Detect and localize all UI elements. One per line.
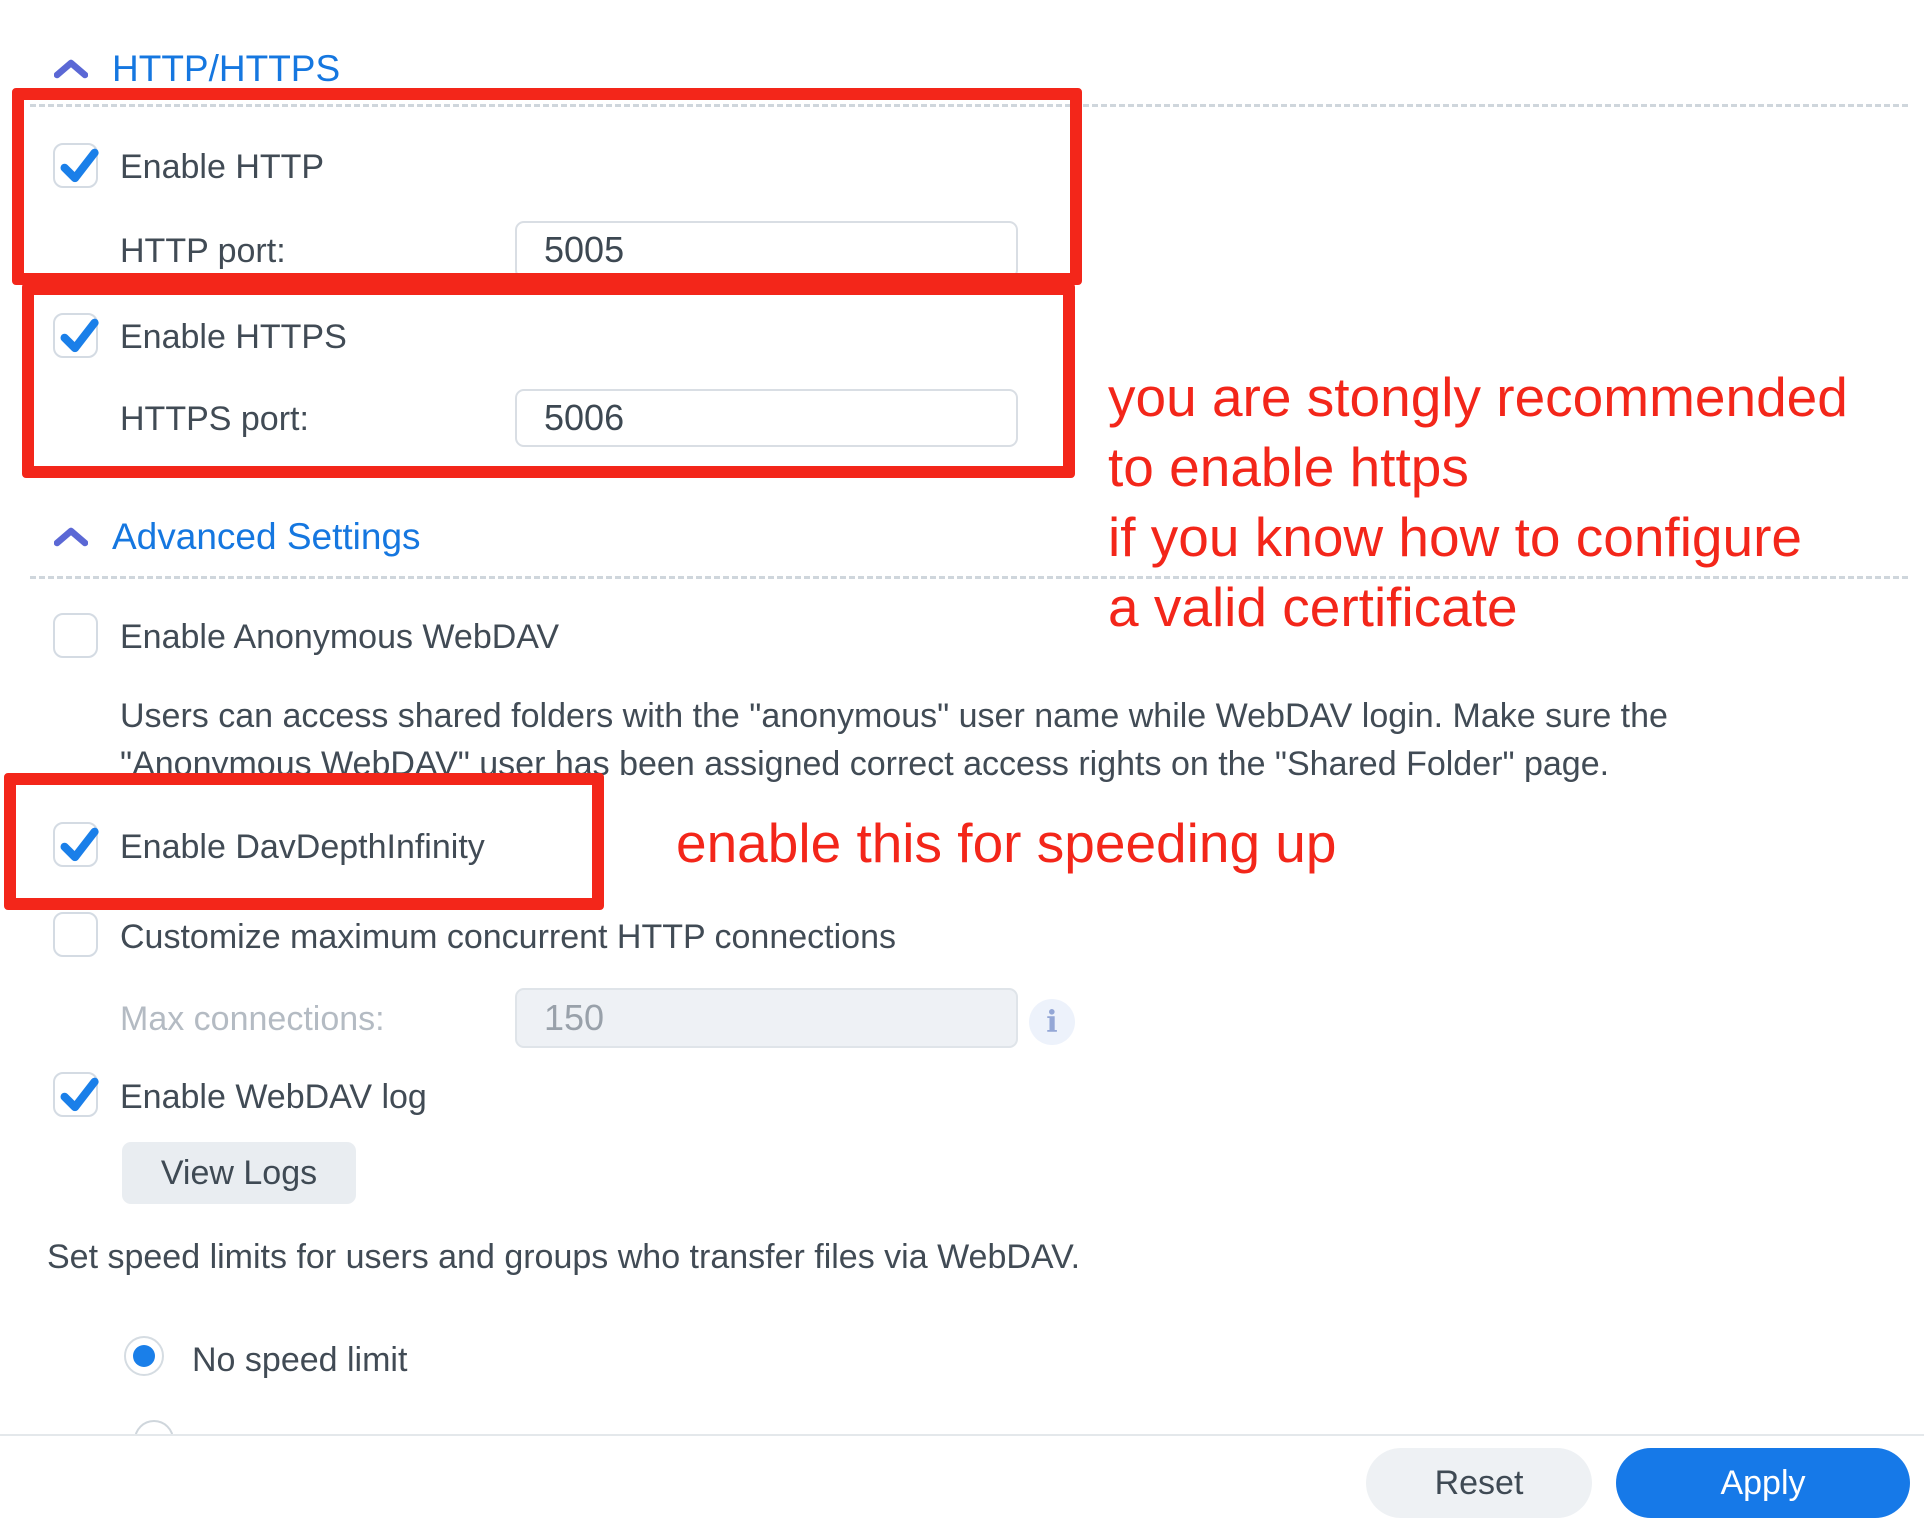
- annotation-line: to enable https: [1108, 436, 1469, 498]
- enable-http-label: Enable HTTP: [120, 148, 325, 186]
- speed-limit-intro-text: Set speed limits for users and groups who transfer files via WebDAV.: [47, 1238, 1081, 1276]
- http-port-input[interactable]: [515, 221, 1018, 279]
- enable-https-checkbox[interactable]: [53, 313, 98, 358]
- view-logs-button[interactable]: View Logs: [122, 1142, 356, 1204]
- no-speed-limit-radio[interactable]: [124, 1336, 164, 1376]
- https-port-input[interactable]: [515, 389, 1018, 447]
- section-divider: [30, 104, 1908, 107]
- customize-max-connections-checkbox[interactable]: [53, 912, 98, 957]
- section-header-advanced-settings[interactable]: [54, 516, 421, 558]
- section-divider: [30, 576, 1908, 579]
- enable-davdepthinfinity-label: Enable DavDepthInfinity: [120, 828, 485, 866]
- enable-anonymous-webdav-checkbox[interactable]: [53, 613, 98, 658]
- check-icon: [53, 140, 105, 192]
- enable-webdav-log-checkbox[interactable]: [53, 1072, 98, 1117]
- http-port-label: HTTP port:: [120, 232, 286, 270]
- customize-max-connections-label: Customize maximum concurrent HTTP connections: [120, 918, 896, 956]
- enable-davdepthinfinity-checkbox[interactable]: [53, 822, 98, 867]
- section-title-advanced-settings: Advanced Settings: [112, 516, 421, 557]
- chevron-up-icon: [54, 59, 88, 79]
- section-title-http-https: HTTP/HTTPS: [112, 48, 341, 89]
- radio-dot: [133, 1345, 155, 1367]
- check-icon: [53, 310, 105, 362]
- no-speed-limit-label: No speed limit: [192, 1341, 408, 1379]
- https-port-label: HTTPS port:: [120, 400, 309, 438]
- annotation-text-https-note: [1108, 362, 1848, 642]
- annotation-line: you are stongly recommended: [1108, 366, 1848, 428]
- enable-http-checkbox[interactable]: [53, 143, 98, 188]
- max-connections-label: Max connections:: [120, 1000, 385, 1038]
- max-connections-input: [515, 988, 1018, 1048]
- anonymous-webdav-help-line1: Users can access shared folders with the "anonymous" user name while WebDAV login. Make sure the: [120, 697, 1668, 735]
- info-icon[interactable]: i: [1029, 999, 1075, 1045]
- enable-https-label: Enable HTTPS: [120, 318, 347, 356]
- chevron-up-icon: [54, 527, 88, 547]
- enable-webdav-log-label: Enable WebDAV log: [120, 1078, 427, 1116]
- check-icon: [53, 1069, 105, 1121]
- apply-button[interactable]: Apply: [1616, 1448, 1910, 1518]
- check-icon: [53, 819, 105, 871]
- footer-action-bar: [0, 1434, 1924, 1526]
- enable-anonymous-webdav-label: Enable Anonymous WebDAV: [120, 618, 560, 656]
- anonymous-webdav-help-line2: "Anonymous WebDAV" user has been assigned correct access rights on the "Shared Folder" page.: [120, 745, 1610, 783]
- section-header-http-https[interactable]: [54, 48, 340, 90]
- annotation-line: if you know how to configure: [1108, 506, 1802, 568]
- reset-button[interactable]: Reset: [1366, 1448, 1592, 1518]
- annotation-line: a valid certificate: [1108, 576, 1518, 638]
- annotation-text-davdepth-note: enable this for speeding up: [676, 812, 1337, 874]
- annotation-box-https: [22, 283, 1075, 478]
